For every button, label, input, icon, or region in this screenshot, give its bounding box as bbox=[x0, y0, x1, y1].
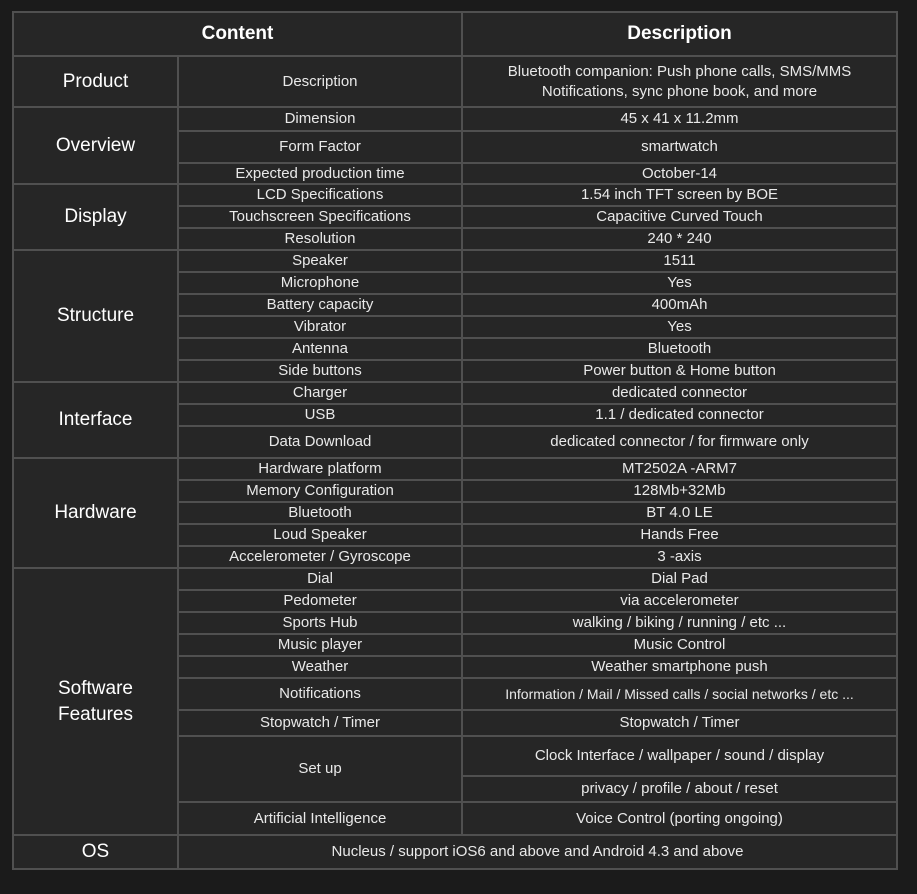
row-value: 45 x 41 x 11.2mm bbox=[462, 107, 897, 131]
table-row bbox=[13, 56, 897, 107]
row-label: Pedometer bbox=[178, 590, 462, 612]
row-label: Stopwatch / Timer bbox=[178, 710, 462, 736]
row-value: MT2502A -ARM7 bbox=[462, 458, 897, 480]
row-label: Loud Speaker bbox=[178, 524, 462, 546]
row-label: Sports Hub bbox=[178, 612, 462, 634]
row-value: Nucleus / support iOS6 and above and Android 4.3 and above bbox=[178, 835, 897, 869]
row-value: via accelerometer bbox=[462, 590, 897, 612]
row-label: Bluetooth bbox=[178, 502, 462, 524]
row-value: Weather smartphone push bbox=[462, 656, 897, 678]
row-label: Data Download bbox=[178, 426, 462, 458]
row-value: Capacitive Curved Touch bbox=[462, 206, 897, 228]
row-value: 3 -axis bbox=[462, 546, 897, 568]
row-value: BT 4.0 LE bbox=[462, 502, 897, 524]
row-value: Bluetooth bbox=[462, 338, 897, 360]
table-row bbox=[13, 382, 897, 404]
row-label: Dimension bbox=[178, 107, 462, 131]
spec-table bbox=[12, 11, 898, 870]
row-label: Artificial Intelligence bbox=[178, 802, 462, 835]
row-value: Yes bbox=[462, 272, 897, 294]
row-value: dedicated connector / for firmware only bbox=[462, 426, 897, 458]
row-label: Accelerometer / Gyroscope bbox=[178, 546, 462, 568]
row-label: Hardware platform bbox=[178, 458, 462, 480]
category-os: OS bbox=[13, 835, 178, 869]
row-label: Form Factor bbox=[178, 131, 462, 163]
category-overview: Overview bbox=[13, 107, 178, 184]
row-label: Dial bbox=[178, 568, 462, 590]
row-label: Battery capacity bbox=[178, 294, 462, 316]
category-software-features: Software Features bbox=[13, 568, 178, 835]
row-label: USB bbox=[178, 404, 462, 426]
table-row bbox=[13, 107, 897, 131]
row-value: walking / biking / running / etc ... bbox=[462, 612, 897, 634]
table-row bbox=[13, 835, 897, 869]
table-row bbox=[13, 568, 897, 590]
row-value: Bluetooth companion: Push phone calls, SMS/MMS Notifications, sync phone book, and more bbox=[462, 56, 897, 107]
row-value: Yes bbox=[462, 316, 897, 338]
table-row bbox=[13, 250, 897, 272]
row-value: 400mAh bbox=[462, 294, 897, 316]
row-label: LCD Specifications bbox=[178, 184, 462, 206]
row-label: Microphone bbox=[178, 272, 462, 294]
row-value: 128Mb+32Mb bbox=[462, 480, 897, 502]
row-label: Vibrator bbox=[178, 316, 462, 338]
row-value: smartwatch bbox=[462, 131, 897, 163]
row-label: Antenna bbox=[178, 338, 462, 360]
row-value: 1511 bbox=[462, 250, 897, 272]
row-value: Hands Free bbox=[462, 524, 897, 546]
category-hardware: Hardware bbox=[13, 458, 178, 568]
row-label: Set up bbox=[178, 736, 462, 802]
row-value: Stopwatch / Timer bbox=[462, 710, 897, 736]
row-label: Touchscreen Specifications bbox=[178, 206, 462, 228]
row-value: Dial Pad bbox=[462, 568, 897, 590]
category-display: Display bbox=[13, 184, 178, 250]
row-value: Voice Control (porting ongoing) bbox=[462, 802, 897, 835]
row-label: Memory Configuration bbox=[178, 480, 462, 502]
row-value: 1.54 inch TFT screen by BOE bbox=[462, 184, 897, 206]
row-value: Power button & Home button bbox=[462, 360, 897, 382]
category-interface: Interface bbox=[13, 382, 178, 458]
row-label: Resolution bbox=[178, 228, 462, 250]
header-description: Description bbox=[462, 12, 897, 56]
row-value: 240 * 240 bbox=[462, 228, 897, 250]
row-label: Speaker bbox=[178, 250, 462, 272]
category-structure: Structure bbox=[13, 250, 178, 382]
table-row bbox=[13, 184, 897, 206]
header-row bbox=[13, 12, 897, 56]
row-value: Clock Interface / wallpaper / sound / display bbox=[462, 736, 897, 776]
row-label: Side buttons bbox=[178, 360, 462, 382]
row-value: Information / Mail / Missed calls / social networks / etc ... bbox=[462, 678, 897, 710]
row-label: Charger bbox=[178, 382, 462, 404]
row-label: Notifications bbox=[178, 678, 462, 710]
row-label: Description bbox=[178, 56, 462, 107]
row-label: Weather bbox=[178, 656, 462, 678]
row-value: October-14 bbox=[462, 163, 897, 184]
header-content: Content bbox=[13, 12, 462, 56]
row-label: Expected production time bbox=[178, 163, 462, 184]
category-product: Product bbox=[13, 56, 178, 107]
row-value: 1.1 / dedicated connector bbox=[462, 404, 897, 426]
row-value: dedicated connector bbox=[462, 382, 897, 404]
row-label: Music player bbox=[178, 634, 462, 656]
row-value: privacy / profile / about / reset bbox=[462, 776, 897, 802]
row-value: Music Control bbox=[462, 634, 897, 656]
table-row bbox=[13, 458, 897, 480]
